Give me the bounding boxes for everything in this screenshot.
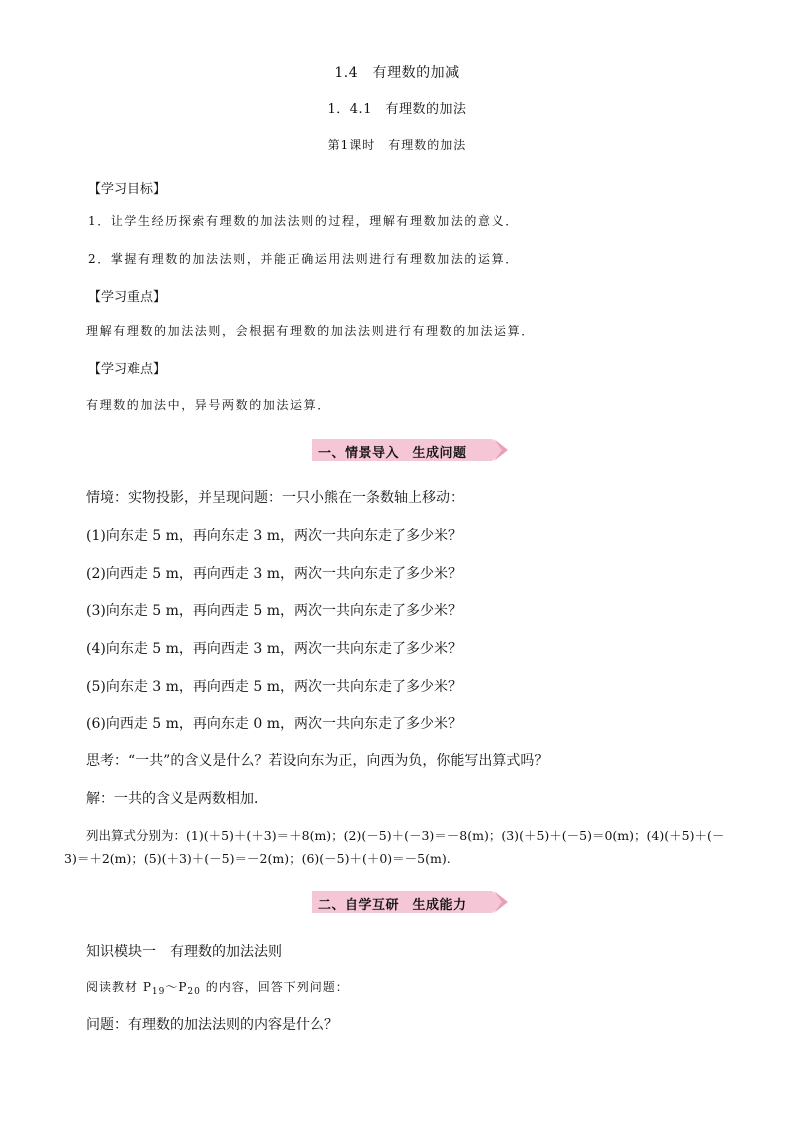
section-banner-1 <box>312 439 507 461</box>
reading-suffix: 的内容，回答下列问题： <box>200 980 349 994</box>
lesson-title: 第1课时 有理数的加法 <box>327 138 467 152</box>
answer-text: 解：一共的含义是两数相加． <box>86 791 268 807</box>
page-sub-19: 19 <box>151 987 166 997</box>
difficulties-text: 有理数的加法中，异号两数的加法运算． <box>86 398 331 412</box>
question-6: (6)向西走 5 m，再向东走 0 m，两次一共向东走了多少米？ <box>86 716 462 732</box>
key-points-text: 理解有理数的加法法则，会根据有理数的加法法则进行有理数的加法运算． <box>86 324 535 338</box>
reading-instruction <box>86 978 349 997</box>
banner-2-label: 二、自学互研 生成能力 <box>318 898 467 913</box>
reading-prefix: 阅读教材 P <box>86 980 152 994</box>
question-2: (2)向西走 5 m，再向西走 3 m，两次一共向东走了多少米？ <box>86 566 462 582</box>
formulas-line-1: 列出算式分别为：(1)(＋5)＋(＋3)＝＋8(m)；(2)(－5)＋(－3)＝－8(m)；(3)(＋5)＋(－5)＝0(m)；(4)(＋5)＋(－ <box>86 828 725 843</box>
subsection-title: 1．4.1 有理数的加法 <box>327 102 467 117</box>
objective-item-1: 1．让学生经历探索有理数的加法法则的过程，理解有理数加法的意义． <box>88 214 519 228</box>
difficulties-heading: 【学习难点】 <box>88 362 167 377</box>
section-title: 1.4 有理数的加减 <box>334 65 460 81</box>
objectives-heading: 【学习目标】 <box>88 182 167 197</box>
question-3: (3)向东走 5 m，再向西走 5 m，两次一共向东走了多少米？ <box>86 603 462 619</box>
question-4: (4)向东走 5 m，再向西走 3 m，两次一共向东走了多少米？ <box>86 641 462 657</box>
page-sub-20: 20 <box>187 987 201 997</box>
module-title: 知识模块一 有理数的加法法则 <box>86 944 282 960</box>
scenario-intro: 情境：实物投影，并呈现问题：一只小熊在一条数轴上移动： <box>86 490 464 506</box>
banner-1-label: 一、情景导入 生成问题 <box>318 446 467 461</box>
think-prompt: 思考：“一共”的含义是什么？若设向东为正，向西为负，你能写出算式吗？ <box>86 753 549 769</box>
reading-mid: ～P <box>165 980 188 994</box>
question-5: (5)向东走 3 m，再向西走 5 m，两次一共向东走了多少米？ <box>86 679 462 695</box>
objective-item-2: 2．掌握有理数的加法法则，并能正确运用法则进行有理数加法的运算． <box>88 252 519 266</box>
key-points-heading: 【学习重点】 <box>88 290 167 305</box>
section-banner-2 <box>312 891 507 913</box>
formulas-line-2: 3)＝＋2(m)；(5)(＋3)＋(－5)＝－2(m)；(6)(－5)＋(＋0)＝－5(m). <box>64 851 451 866</box>
module-question: 问题：有理数的加法法则的内容是什么？ <box>86 1017 338 1033</box>
question-1: (1)向东走 5 m，再向东走 3 m，两次一共向东走了多少米？ <box>86 528 462 544</box>
